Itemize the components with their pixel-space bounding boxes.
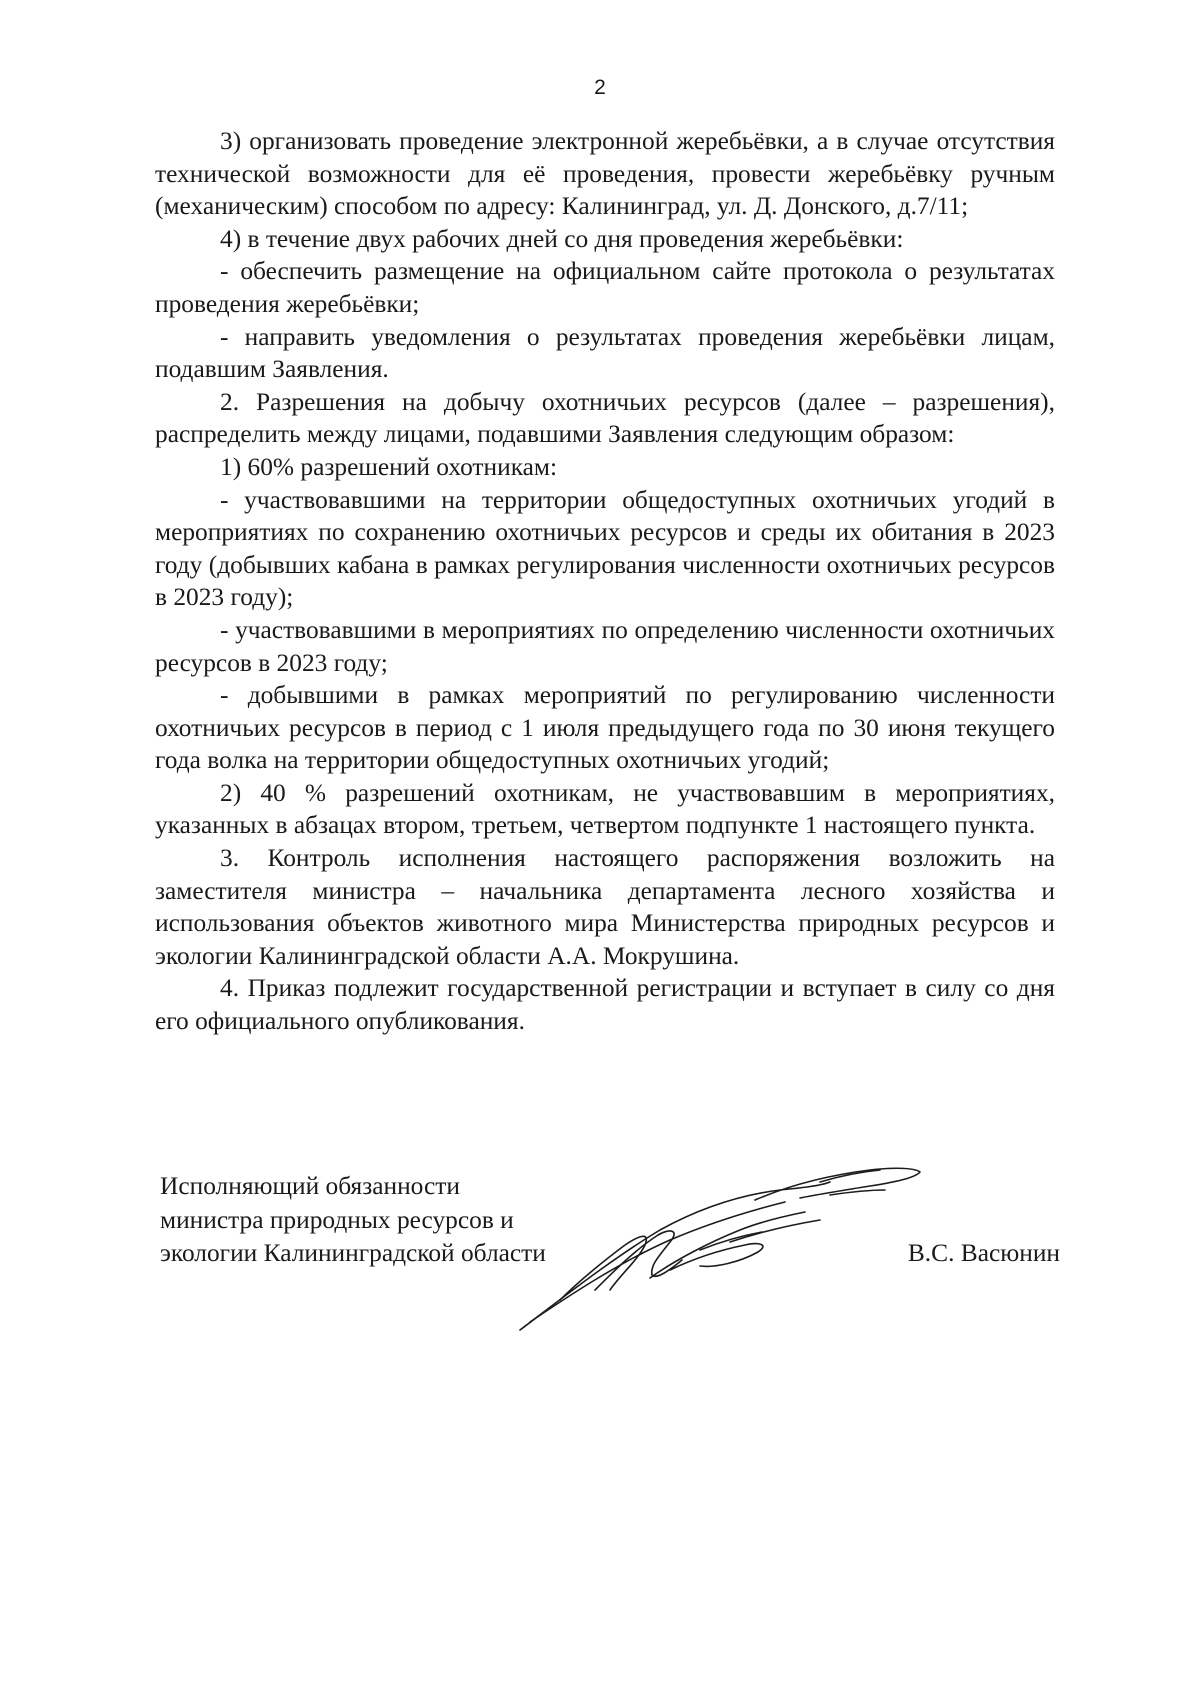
paragraph-section-2-permits: 2. Разрешения на добычу охотничьих ресурсов (далее – разрешения), распределить между лицами, подавшими Заявления следующим образом: <box>155 387 1055 449</box>
signer-title <box>160 1170 546 1271</box>
signer-title-line: экологии Калининградской области <box>160 1239 546 1267</box>
paragraph-wolf-hunters: - добывшими в рамках мероприятий по регулированию численности охотничьих ресурсов в период с 1 июля предыдущего года по 30 июня текущего года волка на территории общедоступных охотничьих угодий; <box>155 681 1055 775</box>
handwritten-signature <box>500 1150 940 1350</box>
signer-title-line: министра природных ресурсов и <box>160 1205 514 1234</box>
paragraph-item-3-electronic-draw: 3) организовать проведение электронной жеребьёвки, а в случае отсутствия технической возможности для её проведения, провести жеребьёвку ручным (механическим) способом по адресу: Калининград, ул. Д. Донского, д.7/11; <box>155 127 1055 221</box>
paragraph-item-4-within-two-days: 4) в течение двух рабочих дней со дня проведения жеребьёвки: <box>220 224 904 253</box>
page-number: 2 <box>594 76 606 99</box>
paragraph-40-percent: 2) 40 % разрешений охотникам, не участвовавшим в мероприятиях, указанных в абзацах втором, третьем, четвертом подпункте 1 настоящего пункта. <box>155 778 1055 840</box>
signer-name: В.С. Васюнин <box>907 1239 1060 1267</box>
paragraph-census-participants: - участвовавшими в мероприятиях по определению численности охотничьих ресурсов в 2023 году; <box>155 615 1055 677</box>
signer-title-line: Исполняющий обязанности <box>160 1172 460 1200</box>
document-body <box>155 125 1055 1038</box>
paragraph-section-3-control: 3. Контроль исполнения настоящего распоряжения возложить на заместителя министра – начальника департамента лесного хозяйства и использования объектов животного мира Министерства природных ресурсов и экологии Калининградской области А.А. Мокрушина. <box>155 844 1055 970</box>
paragraph-conservation-participants: - участвовавшими на территории общедоступных охотничьих угодий в мероприятиях по сохранению охотничьих ресурсов и среды их обитания в 2023 году (добывших кабана в рамках регулирования численности охотничьих ресурсов в 2023 году); <box>155 485 1055 612</box>
paragraph-60-percent: 1) 60% разрешений охотникам: <box>220 452 558 481</box>
paragraph-section-4-registration: 4. Приказ подлежит государственной регистрации и вступает в силу со дня его официального опубликования. <box>155 974 1055 1036</box>
paragraph-send-notifications: - направить уведомления о результатах проведения жеребьёвки лицам, подавшим Заявления. <box>155 322 1055 384</box>
signature-block <box>160 1170 1060 1370</box>
paragraph-publish-protocol: - обеспечить размещение на официальном сайте протокола о результатах проведения жеребьёвки; <box>155 257 1055 318</box>
